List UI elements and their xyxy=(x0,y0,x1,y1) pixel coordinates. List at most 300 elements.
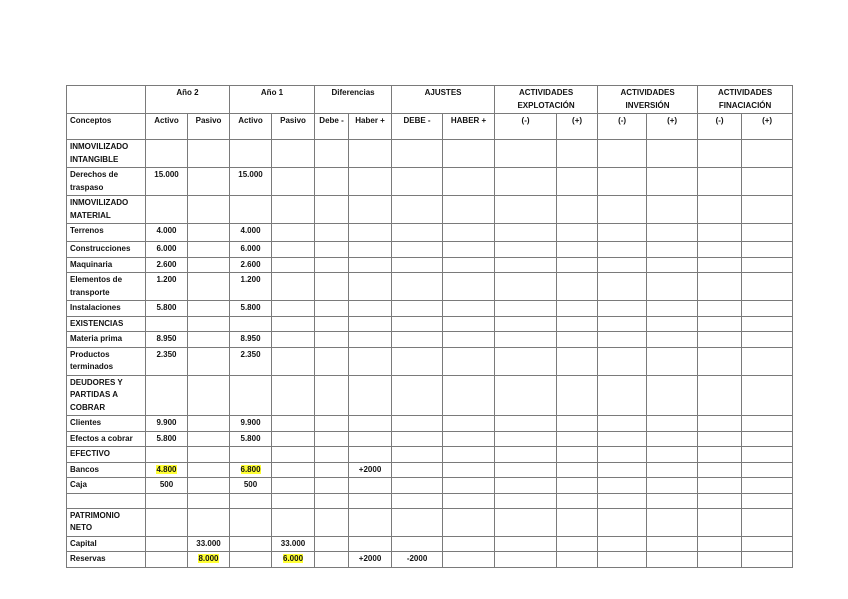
inversion-minus-cell xyxy=(598,478,647,494)
ajuste-debe-cell xyxy=(392,416,443,432)
inversion-plus-cell xyxy=(647,301,698,317)
ano2-activo-cell: 5.800 xyxy=(146,431,188,447)
header-actividades-inversion: ACTIVIDADES INVERSIÓN xyxy=(598,86,698,114)
ano2-pasivo-cell xyxy=(188,257,230,273)
explotacion-plus-cell xyxy=(557,273,598,301)
ajuste-debe-cell xyxy=(392,257,443,273)
ajuste-haber-cell xyxy=(443,447,495,463)
dif-haber-cell xyxy=(349,478,392,494)
inversion-plus-cell xyxy=(647,478,698,494)
explotacion-plus-cell xyxy=(557,508,598,536)
ano2-pasivo-cell xyxy=(188,462,230,478)
explotacion-minus-cell xyxy=(495,273,557,301)
financiacion-plus-cell xyxy=(742,536,793,552)
ajuste-debe-cell xyxy=(392,431,443,447)
ajuste-debe-cell xyxy=(392,536,443,552)
concept-cell: Terrenos xyxy=(67,224,146,242)
ajuste-haber-cell xyxy=(443,347,495,375)
ajuste-haber-cell xyxy=(443,536,495,552)
header-ano-1: Año 1 xyxy=(230,86,315,114)
explotacion-minus-cell xyxy=(495,168,557,196)
header-activo: Activo xyxy=(230,114,272,140)
inversion-minus-cell xyxy=(598,332,647,348)
ano2-activo-cell: 1.200 xyxy=(146,273,188,301)
ajuste-haber-cell xyxy=(443,301,495,317)
explotacion-minus-cell xyxy=(495,447,557,463)
financiacion-minus-cell xyxy=(698,273,742,301)
ano1-activo-cell: 15.000 xyxy=(230,168,272,196)
financiacion-minus-cell xyxy=(698,416,742,432)
financiacion-plus-cell xyxy=(742,242,793,258)
header-haber: Haber + xyxy=(349,114,392,140)
ajuste-debe-cell xyxy=(392,273,443,301)
inversion-plus-cell xyxy=(647,431,698,447)
header-minus: (-) xyxy=(495,114,557,140)
ano1-pasivo-cell xyxy=(272,242,315,258)
financiacion-plus-cell xyxy=(742,447,793,463)
explotacion-plus-cell xyxy=(557,196,598,224)
explotacion-plus-cell xyxy=(557,242,598,258)
table-row xyxy=(67,493,793,508)
explotacion-plus-cell xyxy=(557,552,598,568)
ano1-activo-cell: 5.800 xyxy=(230,301,272,317)
header-plus: (+) xyxy=(742,114,793,140)
inversion-plus-cell xyxy=(647,168,698,196)
concept-cell: Caja xyxy=(67,478,146,494)
financiacion-plus-cell xyxy=(742,168,793,196)
inversion-plus-cell xyxy=(647,552,698,568)
header-plus: (+) xyxy=(647,114,698,140)
ano2-pasivo-cell xyxy=(188,347,230,375)
ano2-pasivo-cell xyxy=(188,478,230,494)
header-group-cell xyxy=(67,86,146,114)
explotacion-minus-cell xyxy=(495,462,557,478)
ano2-pasivo-cell xyxy=(188,301,230,317)
ano2-activo-cell: 5.800 xyxy=(146,301,188,317)
financiacion-minus-cell xyxy=(698,462,742,478)
concept-cell xyxy=(67,493,146,508)
ano2-activo-cell xyxy=(146,508,188,536)
ajuste-debe-cell xyxy=(392,168,443,196)
explotacion-plus-cell xyxy=(557,168,598,196)
dif-debe-cell xyxy=(315,196,349,224)
ano2-pasivo-cell xyxy=(188,224,230,242)
inversion-plus-cell xyxy=(647,257,698,273)
ano2-pasivo-cell xyxy=(188,196,230,224)
ano2-pasivo-cell xyxy=(188,168,230,196)
inversion-minus-cell xyxy=(598,224,647,242)
financiacion-minus-cell xyxy=(698,301,742,317)
table-row xyxy=(67,316,793,332)
ano1-activo-cell: 8.950 xyxy=(230,332,272,348)
dif-debe-cell xyxy=(315,301,349,317)
inversion-minus-cell xyxy=(598,552,647,568)
ajuste-haber-cell xyxy=(443,316,495,332)
dif-haber-cell xyxy=(349,168,392,196)
ano1-activo-cell xyxy=(230,493,272,508)
financiacion-plus-cell xyxy=(742,316,793,332)
ano2-pasivo-cell xyxy=(188,493,230,508)
table-row xyxy=(67,242,793,258)
explotacion-plus-cell xyxy=(557,462,598,478)
header-actividades-financiacion: ACTIVIDADES FINACIACIÓN xyxy=(698,86,793,114)
explotacion-minus-cell xyxy=(495,375,557,416)
inversion-minus-cell xyxy=(598,347,647,375)
inversion-minus-cell xyxy=(598,196,647,224)
table-row xyxy=(67,224,793,242)
concept-cell: Construcciones xyxy=(67,242,146,258)
financiacion-minus-cell xyxy=(698,447,742,463)
financiacion-plus-cell xyxy=(742,431,793,447)
explotacion-plus-cell xyxy=(557,416,598,432)
inversion-minus-cell xyxy=(598,375,647,416)
ajuste-debe-cell xyxy=(392,224,443,242)
ano2-pasivo-cell xyxy=(188,431,230,447)
ano1-pasivo-cell xyxy=(272,257,315,273)
ano1-activo-cell: 4.000 xyxy=(230,224,272,242)
explotacion-minus-cell xyxy=(495,478,557,494)
inversion-minus-cell xyxy=(598,168,647,196)
header-pasivo: Pasivo xyxy=(272,114,315,140)
ano2-activo-cell xyxy=(146,447,188,463)
explotacion-minus-cell xyxy=(495,552,557,568)
financiacion-minus-cell xyxy=(698,316,742,332)
table-row xyxy=(67,431,793,447)
inversion-minus-cell xyxy=(598,273,647,301)
table-row xyxy=(67,462,793,478)
table-row xyxy=(67,273,793,301)
financiacion-plus-cell xyxy=(742,196,793,224)
financiacion-minus-cell xyxy=(698,536,742,552)
table-row xyxy=(67,478,793,494)
explotacion-minus-cell xyxy=(495,140,557,168)
explotacion-plus-cell xyxy=(557,301,598,317)
ano1-pasivo-cell xyxy=(272,462,315,478)
dif-haber-cell xyxy=(349,493,392,508)
explotacion-plus-cell xyxy=(557,431,598,447)
dif-haber-cell xyxy=(349,332,392,348)
explotacion-minus-cell xyxy=(495,536,557,552)
financiacion-minus-cell xyxy=(698,196,742,224)
header-minus: (-) xyxy=(598,114,647,140)
concept-cell: Clientes xyxy=(67,416,146,432)
inversion-minus-cell xyxy=(598,416,647,432)
ano1-pasivo-cell xyxy=(272,316,315,332)
inversion-minus-cell xyxy=(598,493,647,508)
financiacion-minus-cell xyxy=(698,431,742,447)
dif-debe-cell xyxy=(315,273,349,301)
ano1-pasivo-cell xyxy=(272,431,315,447)
inversion-plus-cell xyxy=(647,242,698,258)
dif-debe-cell xyxy=(315,140,349,168)
dif-debe-cell xyxy=(315,416,349,432)
ajuste-haber-cell xyxy=(443,508,495,536)
ajuste-debe-cell xyxy=(392,140,443,168)
dif-haber-cell xyxy=(349,242,392,258)
explotacion-minus-cell xyxy=(495,508,557,536)
financiacion-minus-cell xyxy=(698,493,742,508)
dif-debe-cell xyxy=(315,375,349,416)
ano2-pasivo-cell xyxy=(188,242,230,258)
concept-cell: EFECTIVO xyxy=(67,447,146,463)
financiacion-minus-cell xyxy=(698,224,742,242)
ano1-activo-cell xyxy=(230,508,272,536)
ano2-activo-cell: 8.950 xyxy=(146,332,188,348)
dif-debe-cell xyxy=(315,447,349,463)
ano1-pasivo-cell xyxy=(272,168,315,196)
financiacion-plus-cell xyxy=(742,301,793,317)
ajuste-haber-cell xyxy=(443,332,495,348)
financiacion-plus-cell xyxy=(742,478,793,494)
ajuste-haber-cell xyxy=(443,431,495,447)
dif-haber-cell: +2000 xyxy=(349,462,392,478)
dif-haber-cell xyxy=(349,316,392,332)
ano1-activo-cell: 6.000 xyxy=(230,242,272,258)
ano2-activo-cell xyxy=(146,196,188,224)
ano2-activo-cell: 6.000 xyxy=(146,242,188,258)
inversion-plus-cell xyxy=(647,447,698,463)
ano1-pasivo-cell xyxy=(272,140,315,168)
header-minus: (-) xyxy=(698,114,742,140)
dif-debe-cell xyxy=(315,224,349,242)
cash-flow-worksheet-table xyxy=(66,85,793,568)
ano1-pasivo-cell xyxy=(272,196,315,224)
explotacion-plus-cell xyxy=(557,347,598,375)
ano1-pasivo-cell: 33.000 xyxy=(272,536,315,552)
explotacion-plus-cell xyxy=(557,375,598,416)
ano1-pasivo-cell xyxy=(272,332,315,348)
ajuste-haber-cell xyxy=(443,462,495,478)
ano1-pasivo-cell xyxy=(272,347,315,375)
dif-debe-cell xyxy=(315,478,349,494)
table-row xyxy=(67,375,793,416)
dif-debe-cell xyxy=(315,347,349,375)
inversion-plus-cell xyxy=(647,462,698,478)
explotacion-minus-cell xyxy=(495,416,557,432)
ajuste-haber-cell xyxy=(443,416,495,432)
explotacion-plus-cell xyxy=(557,493,598,508)
header-pasivo: Pasivo xyxy=(188,114,230,140)
header-debe: Debe - xyxy=(315,114,349,140)
ano1-pasivo-cell xyxy=(272,478,315,494)
highlighted-value: 8.000 xyxy=(198,554,219,563)
financiacion-plus-cell xyxy=(742,140,793,168)
ajuste-debe-cell xyxy=(392,242,443,258)
header-debe: DEBE - xyxy=(392,114,443,140)
ano2-activo-cell: 9.900 xyxy=(146,416,188,432)
dif-haber-cell xyxy=(349,273,392,301)
concept-cell: DEUDORES Y PARTIDAS A COBRAR xyxy=(67,375,146,416)
ano2-pasivo-cell xyxy=(188,332,230,348)
ano1-activo-cell xyxy=(230,375,272,416)
ajuste-debe-cell xyxy=(392,332,443,348)
header-ajustes: AJUSTES xyxy=(392,86,495,114)
concept-cell: Efectos a cobrar xyxy=(67,431,146,447)
dif-haber-cell xyxy=(349,375,392,416)
table-row xyxy=(67,552,793,568)
dif-debe-cell xyxy=(315,242,349,258)
highlighted-value: 4.800 xyxy=(156,464,177,474)
dif-debe-cell xyxy=(315,332,349,348)
table-row xyxy=(67,508,793,536)
inversion-plus-cell xyxy=(647,416,698,432)
ano1-pasivo-cell xyxy=(272,273,315,301)
ano2-pasivo-cell xyxy=(188,447,230,463)
highlighted-value: 6.000 xyxy=(283,554,304,563)
ajuste-debe-cell xyxy=(392,316,443,332)
ano1-activo-cell xyxy=(230,447,272,463)
ajuste-haber-cell xyxy=(443,242,495,258)
explotacion-plus-cell xyxy=(557,224,598,242)
table-row xyxy=(67,257,793,273)
ano2-activo-cell xyxy=(146,493,188,508)
ano1-activo-cell: 2.600 xyxy=(230,257,272,273)
financiacion-minus-cell xyxy=(698,375,742,416)
dif-debe-cell xyxy=(315,316,349,332)
ano2-pasivo-cell xyxy=(188,273,230,301)
financiacion-plus-cell xyxy=(742,508,793,536)
header-plus: (+) xyxy=(557,114,598,140)
explotacion-minus-cell xyxy=(495,301,557,317)
dif-debe-cell xyxy=(315,508,349,536)
header-ano-2: Año 2 xyxy=(146,86,230,114)
ajuste-debe-cell xyxy=(392,508,443,536)
header-diferencias: Diferencias xyxy=(315,86,392,114)
financiacion-minus-cell xyxy=(698,347,742,375)
highlighted-value: 6.800 xyxy=(240,464,261,474)
ano1-activo-cell: 500 xyxy=(230,478,272,494)
concept-cell: Reservas xyxy=(67,552,146,568)
inversion-minus-cell xyxy=(598,447,647,463)
explotacion-plus-cell xyxy=(557,140,598,168)
inversion-plus-cell xyxy=(647,508,698,536)
header-sub-row xyxy=(67,114,793,140)
ano1-pasivo-cell xyxy=(272,447,315,463)
ajuste-debe-cell xyxy=(392,347,443,375)
dif-haber-cell xyxy=(349,536,392,552)
ano1-activo-cell xyxy=(230,140,272,168)
concept-cell: Maquinaria xyxy=(67,257,146,273)
dif-debe-cell xyxy=(315,462,349,478)
financiacion-plus-cell xyxy=(742,462,793,478)
ajuste-debe-cell xyxy=(392,196,443,224)
ano2-pasivo-cell xyxy=(188,552,230,568)
ano1-activo-cell: 9.900 xyxy=(230,416,272,432)
ano2-activo-cell xyxy=(146,462,188,478)
ano1-pasivo-cell xyxy=(272,224,315,242)
financiacion-minus-cell xyxy=(698,478,742,494)
dif-haber-cell xyxy=(349,257,392,273)
dif-haber-cell xyxy=(349,447,392,463)
header-actividades-explotacion: ACTIVIDADES EXPLOTACIÓN xyxy=(495,86,598,114)
dif-haber-cell xyxy=(349,347,392,375)
ano2-activo-cell xyxy=(146,375,188,416)
concept-cell: Instalaciones xyxy=(67,301,146,317)
table-row xyxy=(67,332,793,348)
inversion-minus-cell xyxy=(598,462,647,478)
ajuste-debe-cell xyxy=(392,375,443,416)
dif-haber-cell xyxy=(349,508,392,536)
dif-haber-cell xyxy=(349,224,392,242)
explotacion-plus-cell xyxy=(557,536,598,552)
ajuste-debe-cell xyxy=(392,301,443,317)
dif-haber-cell xyxy=(349,196,392,224)
ano1-activo-cell: 1.200 xyxy=(230,273,272,301)
inversion-plus-cell xyxy=(647,316,698,332)
ano2-activo-cell: 500 xyxy=(146,478,188,494)
table-row xyxy=(67,347,793,375)
ajuste-haber-cell xyxy=(443,257,495,273)
explotacion-plus-cell xyxy=(557,478,598,494)
ajuste-haber-cell xyxy=(443,552,495,568)
ano2-activo-cell: 15.000 xyxy=(146,168,188,196)
table-row xyxy=(67,196,793,224)
dif-haber-cell: +2000 xyxy=(349,552,392,568)
ajuste-haber-cell xyxy=(443,224,495,242)
inversion-minus-cell xyxy=(598,431,647,447)
ano1-pasivo-cell xyxy=(272,552,315,568)
financiacion-plus-cell xyxy=(742,347,793,375)
concept-cell: EXISTENCIAS xyxy=(67,316,146,332)
explotacion-minus-cell xyxy=(495,332,557,348)
concept-cell: Productos terminados xyxy=(67,347,146,375)
header-activo: Activo xyxy=(146,114,188,140)
explotacion-minus-cell xyxy=(495,196,557,224)
ajuste-debe-cell xyxy=(392,478,443,494)
dif-debe-cell xyxy=(315,552,349,568)
financiacion-minus-cell xyxy=(698,140,742,168)
ano2-pasivo-cell xyxy=(188,416,230,432)
ano1-pasivo-cell xyxy=(272,375,315,416)
ano2-activo-cell xyxy=(146,316,188,332)
table-row xyxy=(67,140,793,168)
financiacion-minus-cell xyxy=(698,332,742,348)
inversion-minus-cell xyxy=(598,536,647,552)
financiacion-plus-cell xyxy=(742,224,793,242)
inversion-plus-cell xyxy=(647,332,698,348)
inversion-plus-cell xyxy=(647,273,698,301)
ajuste-debe-cell xyxy=(392,462,443,478)
dif-debe-cell xyxy=(315,536,349,552)
ajuste-haber-cell xyxy=(443,168,495,196)
ano1-activo-cell xyxy=(230,536,272,552)
inversion-plus-cell xyxy=(647,493,698,508)
ano2-activo-cell xyxy=(146,552,188,568)
concept-cell: Derechos de traspaso xyxy=(67,168,146,196)
explotacion-minus-cell xyxy=(495,242,557,258)
inversion-minus-cell xyxy=(598,140,647,168)
ano2-activo-cell: 2.350 xyxy=(146,347,188,375)
ano2-activo-cell: 4.000 xyxy=(146,224,188,242)
inversion-plus-cell xyxy=(647,224,698,242)
table-row xyxy=(67,536,793,552)
financiacion-plus-cell xyxy=(742,552,793,568)
ano1-pasivo-cell xyxy=(272,416,315,432)
ajuste-haber-cell xyxy=(443,273,495,301)
ano2-activo-cell xyxy=(146,536,188,552)
ano1-activo-cell: 5.800 xyxy=(230,431,272,447)
explotacion-plus-cell xyxy=(557,257,598,273)
header-haber: HABER + xyxy=(443,114,495,140)
ano1-activo-cell xyxy=(230,316,272,332)
explotacion-plus-cell xyxy=(557,447,598,463)
dif-haber-cell xyxy=(349,301,392,317)
financiacion-plus-cell xyxy=(742,416,793,432)
ajuste-haber-cell xyxy=(443,493,495,508)
header-group-row xyxy=(67,86,793,114)
ano2-pasivo-cell xyxy=(188,375,230,416)
explotacion-minus-cell xyxy=(495,224,557,242)
